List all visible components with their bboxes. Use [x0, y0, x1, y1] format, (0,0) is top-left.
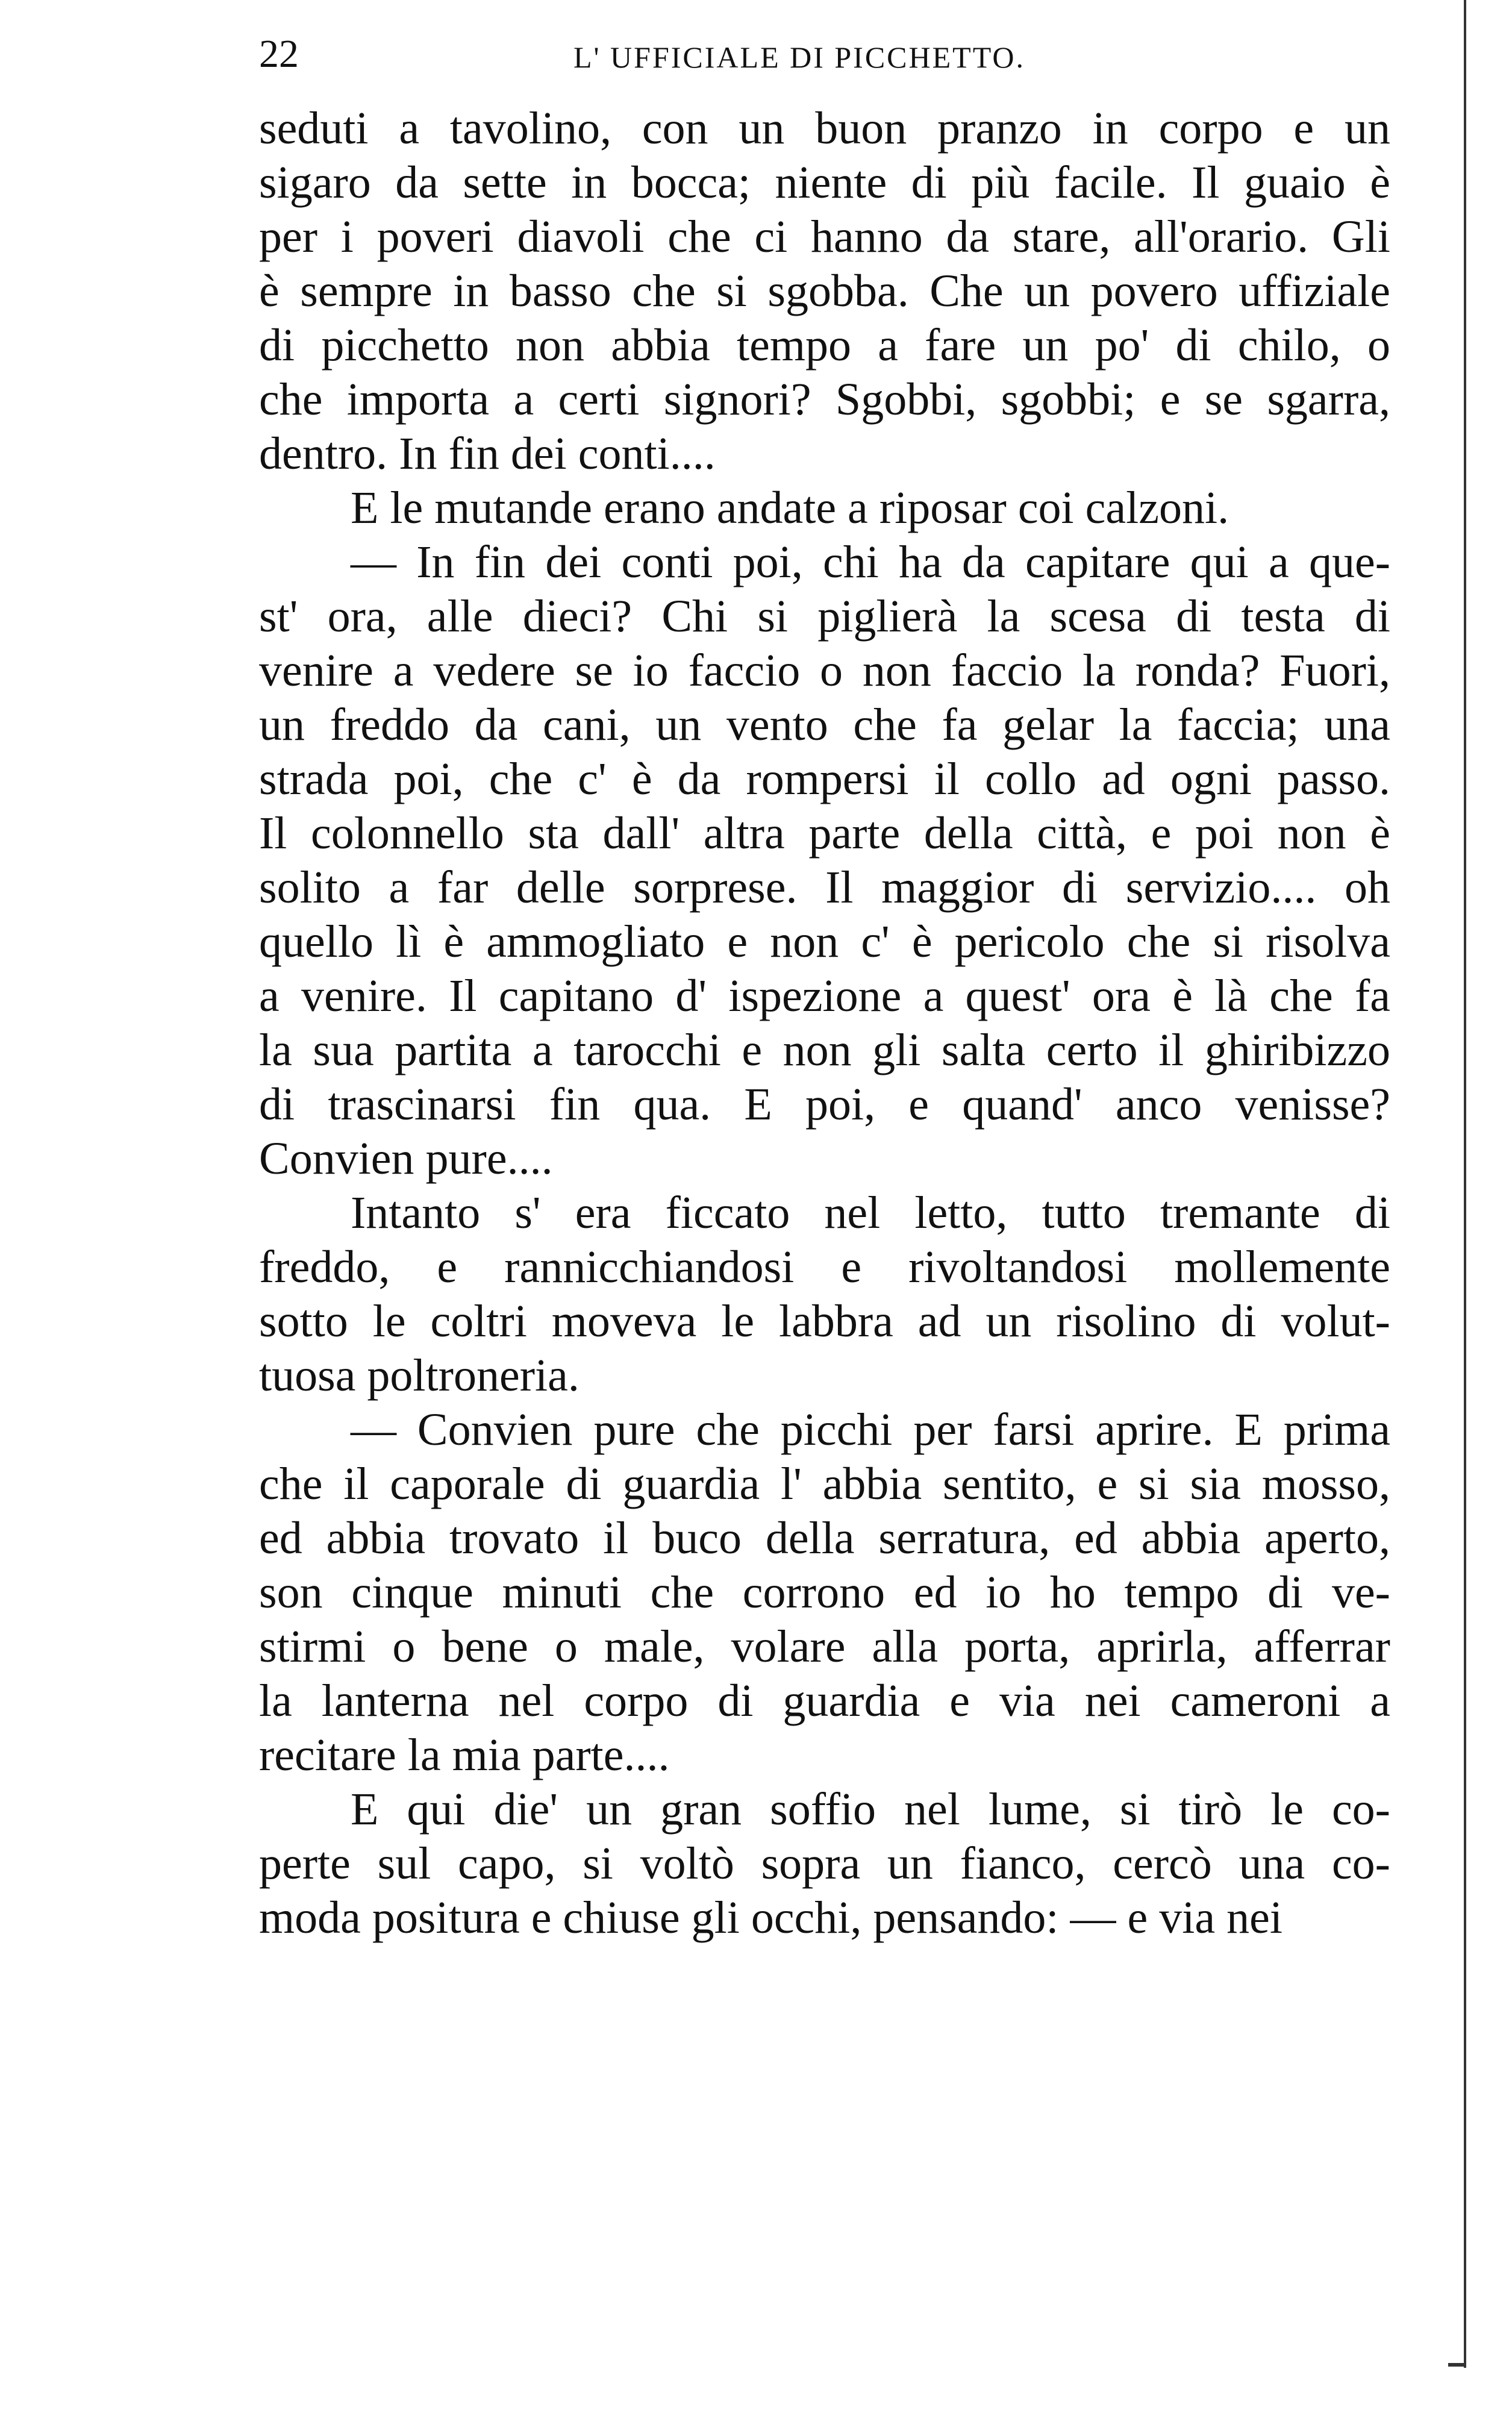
- text-line: solito a far delle sorprese. Il maggior di servizio.... oh: [259, 862, 1390, 913]
- paragraph: [259, 1403, 1390, 1782]
- text-line: ed abbia trovato il buco della serratura, ed abbia aperto,: [259, 1513, 1390, 1563]
- paragraph: [259, 1782, 1390, 1945]
- text-line: per i poveri diavoli che ci hanno da stare, all'orario. Gli: [259, 211, 1390, 262]
- text-line: tuosa poltroneria.: [259, 1350, 579, 1401]
- text-line: un freddo da cani, un vento che fa gelar la faccia; una: [259, 699, 1390, 750]
- page-header: [259, 31, 1392, 92]
- text-line: strada poi, che c' è da rompersi il collo ad ogni passo.: [259, 754, 1390, 804]
- body-text: [259, 101, 1390, 1945]
- text-line: a venire. Il capitano d' ispezione a quest' ora è là che fa: [259, 971, 1390, 1021]
- text-line: recitare la mia parte....: [259, 1730, 670, 1780]
- text-line: sigaro da sette in bocca; niente di più facile. Il guaio è: [259, 157, 1390, 208]
- text-line: che il caporale di guardia l' abbia sentito, e si sia mosso,: [259, 1459, 1390, 1509]
- text-line: moda positura e chiuse gli occhi, pensando: — e via nei: [259, 1892, 1282, 1943]
- text-line: dentro. In fin dei conti....: [259, 428, 716, 479]
- text-line: son cinque minuti che corrono ed io ho tempo di ve-: [259, 1567, 1390, 1618]
- page-edge-foot: [1448, 2363, 1466, 2367]
- text-line: di trascinarsi fin qua. E poi, e quand' anco venisse?: [259, 1079, 1390, 1130]
- text-line: — Convien pure che picchi per farsi aprire. E prima: [351, 1404, 1390, 1455]
- paragraph: [259, 1186, 1390, 1403]
- text-line: la lanterna nel corpo di guardia e via nei cameroni a: [259, 1676, 1390, 1726]
- paragraph: [259, 101, 1390, 481]
- text-line: Intanto s' era ficcato nel letto, tutto tremante di: [351, 1188, 1390, 1238]
- text-line: è sempre in basso che si sgobba. Che un povero uffiziale: [259, 266, 1390, 316]
- page-number: 22: [259, 32, 299, 76]
- text-line: E qui die' un gran soffio nel lume, si tirò le co-: [351, 1784, 1390, 1835]
- text-line: sotto le coltri moveva le labbra ad un risolino di volut-: [259, 1296, 1390, 1347]
- text-line: la sua partita a tarocchi e non gli salta certo il ghiribizzo: [259, 1025, 1390, 1075]
- text-line: freddo, e rannicchiandosi e rivoltandosi mollemente: [259, 1242, 1390, 1292]
- text-line: seduti a tavolino, con un buon pranzo in corpo e un: [259, 103, 1390, 154]
- text-line: — In fin dei conti poi, chi ha da capitare qui a que-: [351, 537, 1390, 587]
- text-line: st' ora, alle dieci? Chi si piglierà la scesa di testa di: [259, 591, 1390, 642]
- text-line: Il colonnello sta dall' altra parte della città, e poi non è: [259, 808, 1390, 859]
- text-line: quello lì è ammogliato e non c' è pericolo che si risolva: [259, 916, 1390, 967]
- text-line: perte sul capo, si voltò sopra un fianco, cercò una co-: [259, 1838, 1390, 1889]
- paragraph: [259, 535, 1390, 1186]
- page-edge-line: [1464, 0, 1466, 2368]
- text-line: che importa a certi signori? Sgobbi, sgobbi; e se sgarra,: [259, 374, 1390, 425]
- text-line: di picchetto non abbia tempo a fare un po' di chilo, o: [259, 320, 1390, 371]
- text-line: Convien pure....: [259, 1133, 553, 1184]
- text-line: E le mutande erano andate a riposar coi calzoni.: [351, 483, 1229, 533]
- paragraph: [259, 481, 1390, 535]
- running-title: L' UFFICIALE DI PICCHETTO.: [573, 40, 1025, 74]
- text-line: stirmi o bene o male, volare alla porta, aprirla, afferrar: [259, 1621, 1390, 1672]
- text-line: venire a vedere se io faccio o non faccio la ronda? Fuori,: [259, 645, 1390, 696]
